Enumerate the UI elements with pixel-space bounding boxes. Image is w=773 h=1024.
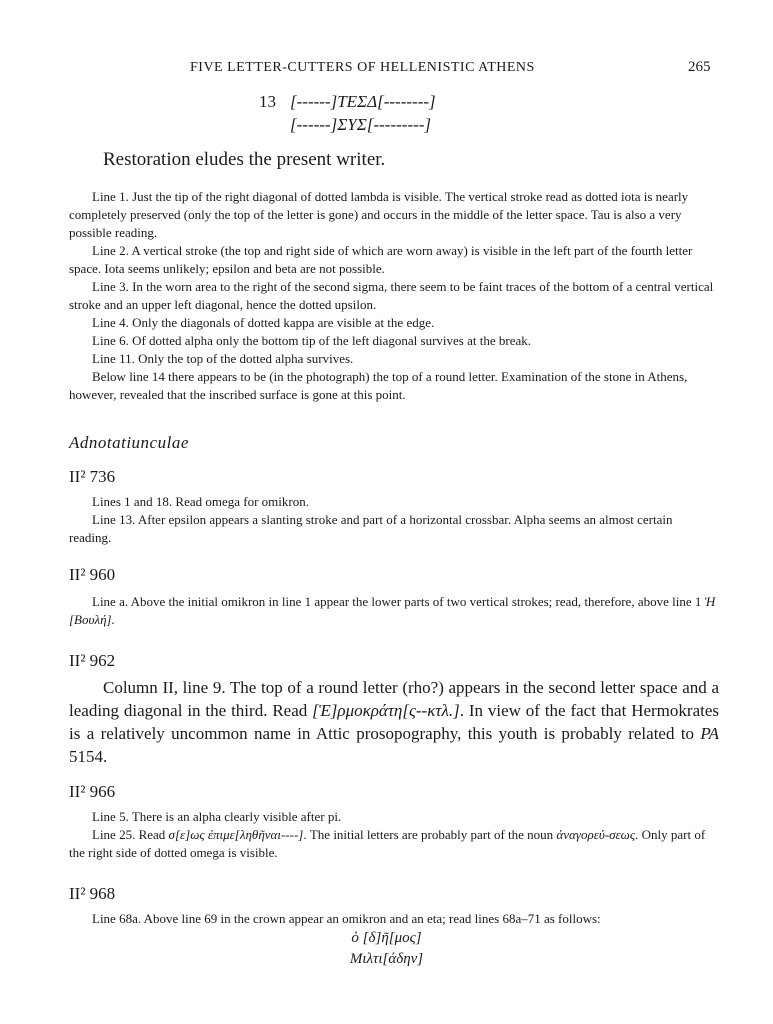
inscription-line-2: [------]ΣΥΣ[---------] (290, 115, 432, 134)
running-header-title: FIVE LETTER-CUTTERS OF HELLENISTIC ATHENS (190, 60, 535, 75)
section-title-966: II² 966 (69, 782, 116, 801)
greek-text: [Ἑ]ρμοκράτη[ς--κτλ.] (312, 701, 460, 720)
greek-restoration-line-2: Μιλτι[άδην] (349, 951, 424, 967)
note-line-2: Line 2. A vertical stroke (the top and right side of which are worn away) is visible in the left part of the fourth letter space. Iota seems unlikely; epsilon and beta are not possible. (69, 243, 693, 276)
note-below-14: Below line 14 there appears to be (in the photograph) the top of a round letter. Examination of the stone in Athens, however, revealed that the inscribed surface is gone at this point. (69, 369, 688, 402)
paragraph: Line 13. After epsilon appears a slanting stroke and part of a horizontal crossbar. Alpha seems an almost certain reading. (69, 512, 673, 545)
greek-restoration-line-1: ὁ [δ]ῆ[μος] (351, 930, 422, 946)
section-title-960: II² 960 (69, 565, 116, 584)
section-body-962 (69, 676, 719, 768)
text-run: . In view of the fact that Hermokrates is a relatively uncommon name in Attic prosopography, this youth is probably related to (69, 701, 719, 743)
page-number: 265 (688, 59, 711, 75)
paragraph: Line 5. There is an alpha clearly visible after pi. (92, 809, 342, 824)
text-run: 5154. (69, 747, 108, 766)
section-body-960 (69, 593, 717, 629)
section-body-968: Line 68a. Above line 69 in the crown appear an omikron and an eta; read lines 68a–71 as follows: (92, 911, 601, 926)
lead-text: Restoration eludes the present writer. (103, 149, 386, 170)
note-paragraph (69, 188, 717, 404)
section-body-966 (69, 808, 717, 862)
section-title-962: II² 962 (69, 651, 116, 670)
section-body-736 (69, 493, 717, 547)
inscription-line-1: [------]ΤΕΣΔ[--------] (290, 92, 436, 111)
reference-abbr: PA (700, 724, 719, 743)
text-run: Column II, line 9. The top of a round letter (rho?) appears in the second letter space and a leading diagonal in the third. Read (69, 678, 719, 720)
greek-text: ἀναγορεύ-σεως (556, 827, 636, 842)
inscription-number: 13 (259, 92, 276, 111)
paragraph (69, 826, 717, 862)
section-title-736: II² 736 (69, 467, 116, 486)
greek-text: σ[ε]ως ἐπιμε[ληθῆναι----] (168, 827, 304, 842)
text-run: Line a. Above the initial omikron in line 1 appear the lower parts of two vertical strokes; read, therefore, above line 1 (92, 594, 705, 609)
paragraph: Lines 1 and 18. Read omega for omikron. (92, 494, 309, 509)
text-run: . Only part of the right side of dotted omega is visible. (69, 827, 706, 860)
note-line-4: Line 4. Only the diagonals of dotted kappa are visible at the edge. (92, 315, 435, 330)
section-title-968: II² 968 (69, 884, 116, 903)
text-run: . The initial letters are probably part of the noun (303, 827, 557, 842)
adnotatiunculae-heading: Adnotatiunculae (69, 433, 189, 452)
note-line-6: Line 6. Of dotted alpha only the bottom tip of the left diagonal survives at the break. (92, 333, 531, 348)
text-run: Line 25. Read (92, 827, 169, 842)
note-line-3: Line 3. In the worn area to the right of the second sigma, there seem to be faint traces of the bottom of a central vertical stroke and an upper left diagonal, hence the dotted upsilon. (69, 279, 714, 312)
note-line-11: Line 11. Only the top of the dotted alpha survives. (92, 351, 354, 366)
greek-text: Ἡ [Βουλή]. (69, 594, 716, 627)
note-line-1: Line 1. Just the tip of the right diagonal of dotted lambda is visible. The vertical stroke read as dotted iota is nearly completely preserved (only the top of the letter is gone) and occurs in the middle of the letter space. Tau is also a very possible reading. (69, 189, 689, 240)
